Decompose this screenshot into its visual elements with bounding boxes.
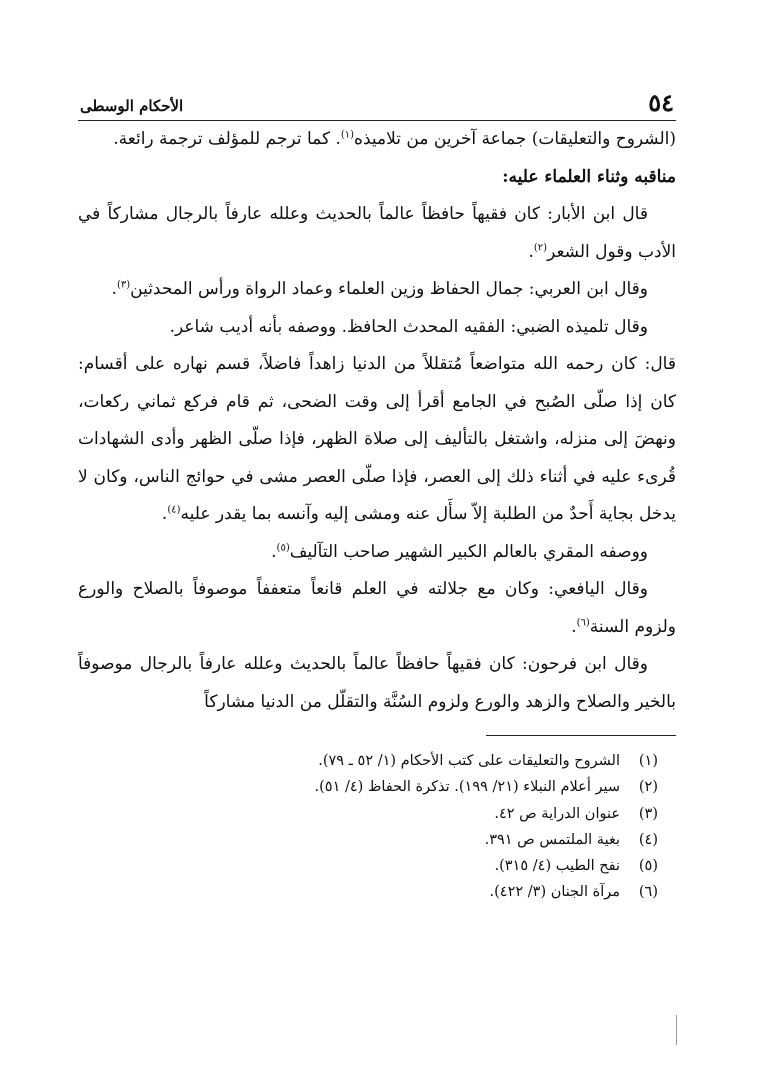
paragraph-text: . [571, 616, 577, 637]
footnote-text: بغية الملتمس ص ٣٩١. [484, 831, 620, 848]
footnote-number: (٦) [638, 884, 658, 901]
paragraph-text: . كما ترجم للمؤلف ترجمة رائعة. [113, 129, 341, 149]
paragraph-text: وقال اليافعي: وكان مع جلالته في العلم قانعاً متعففاً موصوفاً بالصلاح والورع ولزوم السنة [78, 579, 676, 637]
footnote-ref: (٤) [167, 504, 181, 516]
paragraph-text: . [271, 541, 277, 562]
paragraph [78, 571, 676, 646]
paragraph-text: ووصفه المقري بالعالم الكبير الشهير صاحب التآليف [289, 541, 648, 562]
footnote [78, 801, 658, 827]
paragraph: وقال تلميذه الضبي: الفقيه المحدث الحافظ. ووصفه بأنه أديب شاعر. [169, 316, 648, 337]
footnote-text: عنوان الدراية ص ٤٢. [494, 805, 620, 822]
paragraph-text: قال: كان رحمه الله متواضعاً مُتقللاً من الدنيا زاهداً فاضلاً، قسم نهاره على أقسام: كان إذا صلّى الصُبح في الجامع أقرأ إلى وقت الضحى، ثم قام فركع ثماني ركعات، ونهضَ إلى منزله، واشتغل بالتأليف إلى صلاة الظهر، فإذا صلّى الظهر وأدى الشهادات قُرىء عليه في أثناء ذلك إلى العصر، فإذا صلّى العصر مشى في حوائج الناس، وكان لا يدخل بجاية أَحدٌ من الطلبة إلاّ سأَل عنه ومشى إليه وآنسه بما يقدر عليه [78, 354, 676, 524]
footnote [78, 827, 658, 853]
footnote-ref: (١) [340, 129, 355, 141]
paragraph-text: وقال ابن العربي: جمال الحفاظ وزين العلماء وعماد الرواة ورأس المحدثين [130, 279, 648, 299]
paragraph-text: قال ابن الأبار: كان فقيهاً حافظاً عالماً بالحديث وعلله عارفاً بالرجال مشاركاً في الأدب وقول الشعر [78, 204, 676, 262]
footnotes [78, 748, 676, 906]
paragraph [78, 121, 676, 159]
footnote [78, 853, 658, 879]
footnote-text: نفح الطيب (٤/ ٣١٥). [494, 858, 620, 875]
footnote [78, 774, 658, 800]
footnote-text: مرآة الجنان (٣/ ٤٢٢). [489, 884, 620, 901]
footnote-number: (١) [638, 753, 658, 769]
page-number: ٥٤ [648, 88, 674, 117]
footnote-number: (٤) [638, 831, 658, 848]
running-title: الأحكام الوسطى [80, 97, 184, 115]
scan-margin-mark [676, 1015, 677, 1045]
paragraph [78, 271, 676, 309]
footnote-text: الشروح والتعليقات على كتب الأحكام (١/ ٥٢ ـ ٧٩). [318, 753, 620, 769]
footnote-ref: (٥) [276, 541, 290, 553]
paragraph: وقال ابن فرحون: كان فقيهاً حافظاً عالماً بالحديث وعلله عارفاً بالرجال موصوفاً بالخير والصلاح والزهد والورع ولزوم السُنَّة والتقلّل من الدنيا مشاركاً [78, 654, 676, 712]
footnote [78, 748, 658, 774]
footnote-number: (٣) [638, 805, 658, 822]
footnote-text: سير أعلام النبلاء (٢١/ ١٩٩). تذكرة الحفاظ (٤/ ٥١). [314, 779, 620, 796]
book-page [78, 82, 676, 906]
paragraph-text: . [528, 241, 534, 262]
footnote-ref: (٢) [533, 241, 548, 253]
paragraph [78, 346, 676, 534]
paragraph [78, 534, 676, 572]
footnote [78, 879, 658, 905]
section-heading: مناقبه وثناء العلماء عليه: [502, 166, 676, 187]
footnote-separator [486, 735, 676, 736]
footnote-number: (٢) [638, 779, 658, 796]
paragraph-text: . [161, 504, 168, 524]
paragraph-text: . [111, 279, 117, 299]
footnote-ref: (٦) [576, 616, 590, 628]
paragraph-text: (الشروح والتعليقات) جماعة آخرين من تلاميذه [354, 129, 676, 149]
paragraph [78, 196, 676, 271]
body-text [78, 121, 676, 721]
page-header [78, 82, 676, 121]
footnote-number: (٥) [638, 858, 658, 875]
footnote-ref: (٣) [116, 279, 131, 291]
